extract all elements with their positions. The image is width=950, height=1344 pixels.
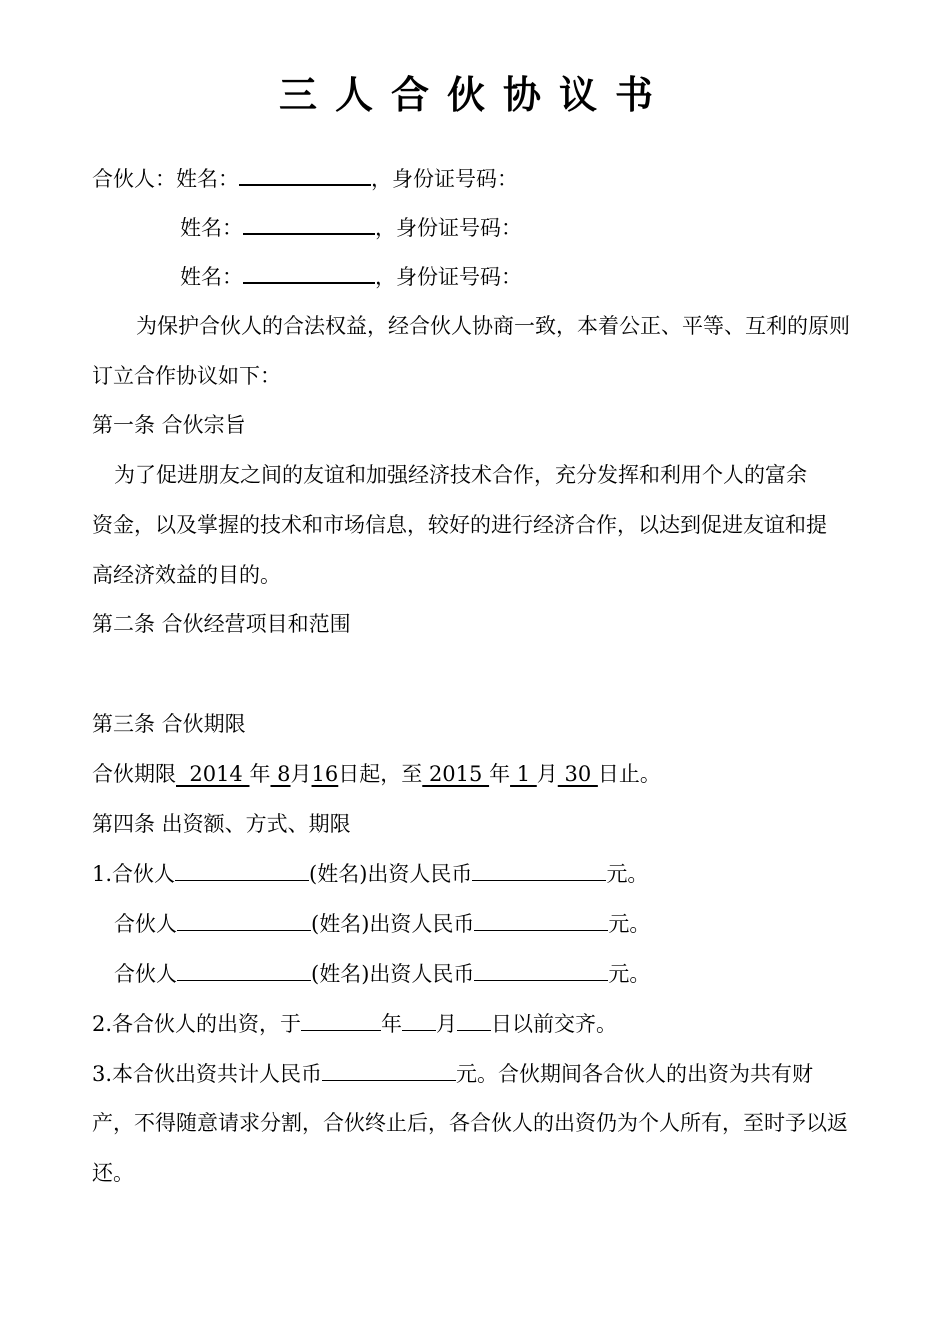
partner-label: 合伙人： [92,167,176,191]
contribution-row-3 [114,958,650,989]
article4-heading: 第四条 出资额、方式、期限 [92,812,351,836]
partner-label: 合伙人 [112,862,176,886]
month-label: 月 [536,762,558,786]
contrib-amount-blank-3[interactable] [474,958,608,981]
name-blank-3[interactable] [243,260,375,284]
contrib-name-blank-2[interactable] [177,908,311,931]
document-title: 三人合伙协议书 [278,73,671,117]
article1-line-1: 为了促进朋友之间的友谊和加强经济技术合作，充分发挥和利用个人的富余 [114,463,807,487]
deadline-line [92,1008,617,1039]
start-suffix: 日起，至 [338,762,423,786]
contrib-amount-blank-1[interactable] [472,858,606,881]
month-label: 月 [290,762,312,786]
article1-heading: 第一条 合伙宗旨 [92,413,246,437]
total-amount-blank[interactable] [322,1058,456,1081]
name-label: 姓名： [180,265,243,289]
total-line-1 [92,1058,813,1089]
end-year[interactable]: 2015 [422,762,490,786]
name-blank-2[interactable] [243,211,375,235]
year-label: 年 [249,762,271,786]
partner-row-1 [92,162,518,194]
article1-line-2: 资金，以及掌握的技术和市场信息，较好的进行经济合作，以达到促进友谊和提 [92,513,827,537]
year-label: 年 [381,1012,403,1036]
preamble-line-2: 订立合作协议如下： [92,364,281,388]
name-hint: (姓名)出资人民币 [311,962,475,986]
contribution-row-1 [92,858,648,889]
start-year[interactable]: 2014 [176,762,250,786]
name-hint: (姓名)出资人民币 [311,912,475,936]
yuan-label: 元。 [606,862,649,886]
deadline-suffix: 日以前交齐。 [491,1012,618,1036]
contribution-row-2 [114,908,650,939]
id-label: ，身份证号码： [375,265,522,289]
partner-label: 合伙人 [114,962,177,986]
deadline-month-blank[interactable] [402,1008,436,1031]
end-month[interactable]: 1 [510,762,537,786]
total-suffix: 元。合伙期间各合伙人的出资为共有财 [456,1062,814,1086]
total-line-2: 产，不得随意请求分割，合伙终止后，各合伙人的出资仍为个人所有，至时予以返 [92,1111,848,1135]
deadline-day-blank[interactable] [457,1008,491,1031]
item-number: 1. [92,862,113,886]
yuan-label: 元。 [608,962,651,986]
article1-line-3: 高经济效益的目的。 [92,563,281,587]
yuan-label: 元。 [608,912,651,936]
year-label: 年 [489,762,511,786]
name-label: 姓名： [176,167,239,191]
article2-heading: 第二条 合伙经营项目和范围 [92,612,351,636]
month-label: 月 [436,1012,458,1036]
term-prefix: 合伙期限 [92,762,176,786]
total-line-3: 还。 [92,1161,134,1185]
end-day[interactable]: 30 [557,762,598,786]
name-label: 姓名： [180,216,243,240]
contrib-name-blank-3[interactable] [177,958,311,981]
deadline-prefix: 2.各合伙人的出资，于 [92,1012,302,1036]
article3-heading: 第三条 合伙期限 [92,712,246,736]
partner-row-2 [180,211,522,243]
deadline-year-blank[interactable] [301,1008,381,1031]
partner-label: 合伙人 [114,912,177,936]
contrib-name-blank-1[interactable] [175,858,309,881]
term-line [92,759,661,789]
id-label: ，身份证号码： [371,167,518,191]
end-suffix: 日止。 [597,762,661,786]
total-prefix: 3.本合伙出资共计人民币 [92,1062,323,1086]
name-blank-1[interactable] [239,162,371,186]
start-month[interactable]: 8 [270,762,291,786]
contrib-amount-blank-2[interactable] [474,908,608,931]
name-hint: (姓名)出资人民币 [309,862,473,886]
id-label: ，身份证号码： [375,216,522,240]
start-day[interactable]: 16 [311,762,339,786]
preamble-line-1: 为保护合伙人的合法权益，经合伙人协商一致，本着公正、平等、互利的原则 [136,314,850,338]
partner-row-3 [180,260,522,292]
